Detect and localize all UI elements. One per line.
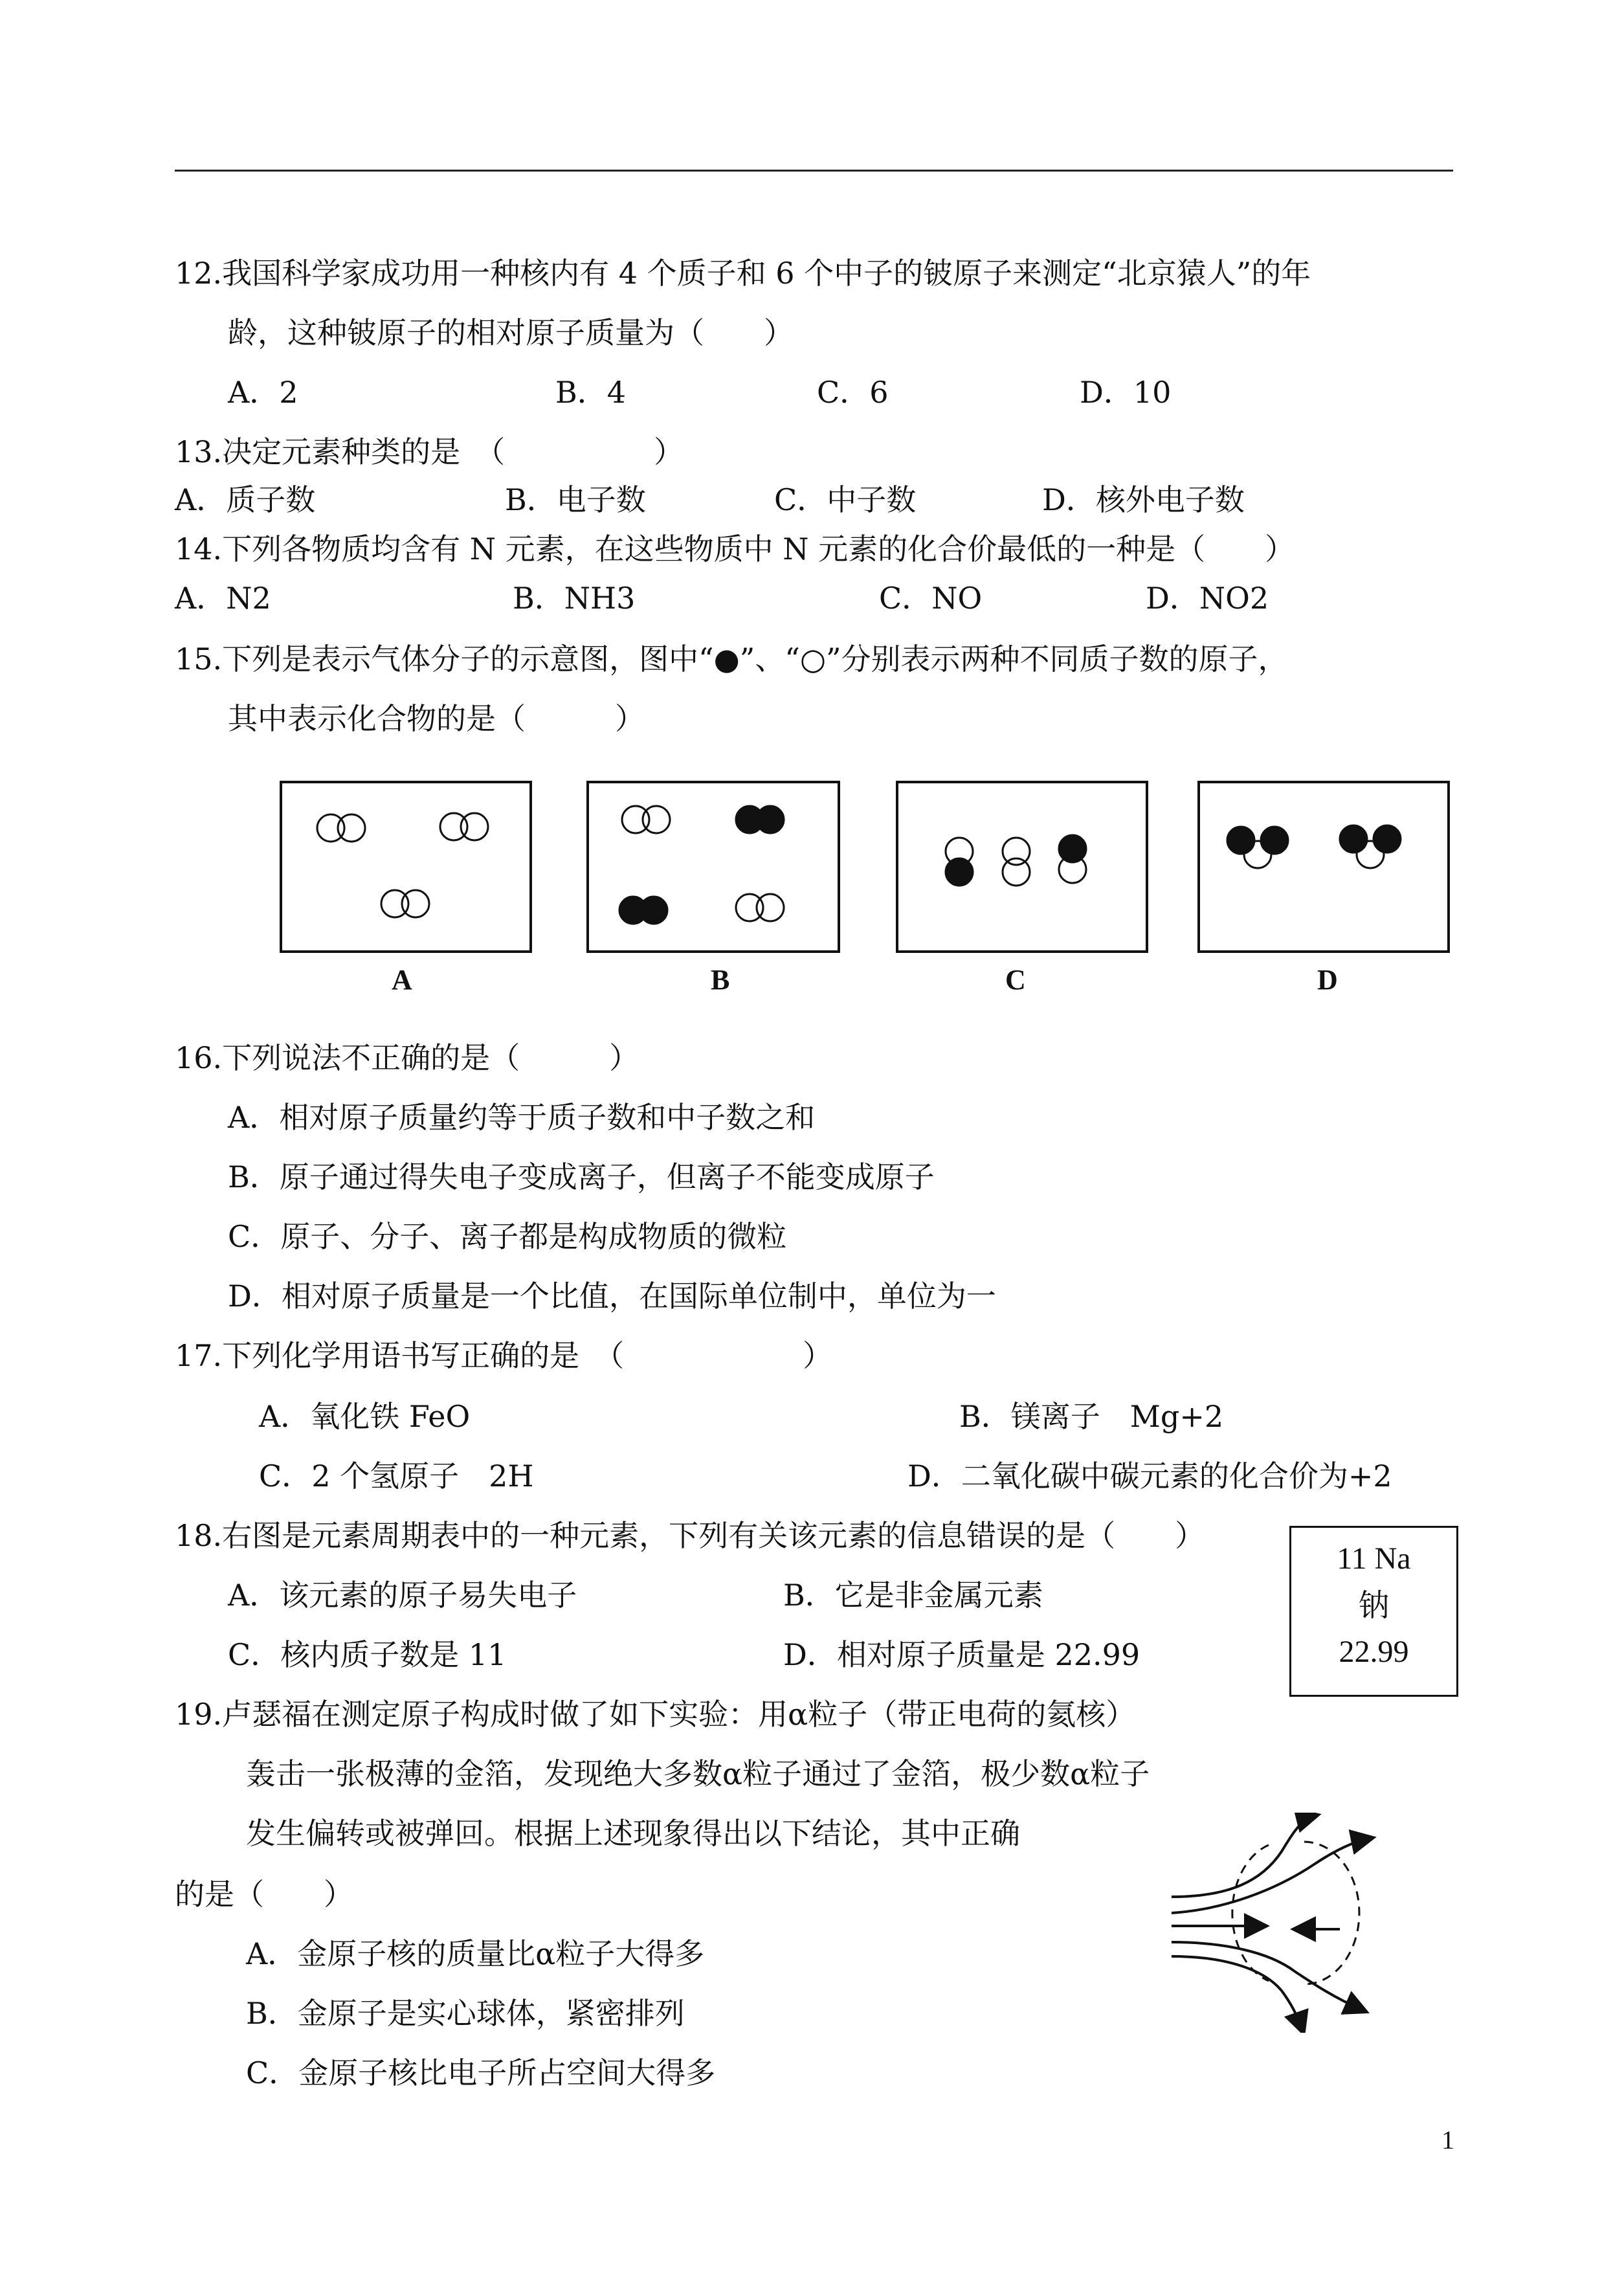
q18-stem: 18.右图是元素周期表中的一种元素，下列有关该元素的信息错误的是（ ） — [175, 1518, 1205, 1553]
page-number: 1 — [1441, 2125, 1454, 2154]
q14-option-a: A．N2 — [175, 581, 271, 616]
panel-d — [1199, 782, 1449, 952]
q12-option-a: A．2 — [228, 375, 298, 410]
q17-option-c: C．2 个氢原子 2H — [259, 1459, 534, 1493]
q17-option-b: B．镁离子 Mg+2 — [959, 1399, 1224, 1434]
q17-option-d: D．二氧化碳中碳元素的化合价为+2 — [907, 1459, 1392, 1493]
q14-option-b: B．NH3 — [513, 581, 636, 616]
q19-stem-line3: 发生偏转或被弹回。根据上述现象得出以下结论，其中正确 — [246, 1816, 1020, 1851]
q14-stem: 14.下列各物质均含有 N 元素，在这些物质中 N 元素的化合价最低的一种是（ ） — [175, 531, 1295, 566]
q18-option-d: D．相对原子质量是 22.99 — [783, 1637, 1140, 1672]
q19-stem-line2: 轰击一张极薄的金箔，发现绝大多数α粒子通过了金箔，极少数α粒子 — [246, 1756, 1150, 1791]
q14-option-c: C．NO — [879, 581, 983, 616]
q13-option-d: D．核外电子数 — [1042, 482, 1245, 517]
q12-stem-line1: 12.我国科学家成功用一种核内有 4 个质子和 6 个中子的铍原子来测定“北京猿人”的年 — [175, 256, 1311, 291]
q13-stem: 13.决定元素种类的是 （ ） — [175, 434, 684, 469]
q16-stem: 16.下列说法不正确的是（ ） — [175, 1040, 640, 1075]
q16-option-a: A．相对原子质量约等于质子数和中子数之和 — [228, 1100, 816, 1135]
panel-c-label: C — [1005, 964, 1026, 996]
q18-option-a: A．该元素的原子易失电子 — [228, 1578, 577, 1613]
panel-b — [588, 782, 839, 952]
panel-b-label: B — [711, 964, 730, 996]
q12-option-d: D．10 — [1080, 375, 1172, 410]
q16-option-c: C．原子、分子、离子都是构成物质的微粒 — [228, 1219, 787, 1254]
header-rule — [175, 170, 1453, 172]
q14-option-d: D．NO2 — [1146, 581, 1269, 616]
q12-option-c: C．6 — [817, 375, 889, 410]
molecule-diagrams — [272, 770, 1463, 1003]
element-mass: 22.99 — [1339, 1635, 1409, 1669]
q19-stem-line1: 19.卢瑟福在测定原子构成时做了如下实验：用α粒子（带正电荷的氦核） — [175, 1697, 1136, 1732]
q13-option-c: C．中子数 — [774, 482, 917, 517]
q19-option-b: B．金原子是实心球体，紧密排列 — [246, 1996, 685, 2031]
q15-stem-line2: 其中表示化合物的是（ ） — [228, 701, 645, 736]
q12-option-b: B．4 — [555, 375, 627, 410]
panel-d-label: D — [1317, 964, 1338, 996]
sodium-element-box — [1289, 1526, 1458, 1697]
panel-a-label: A — [392, 964, 412, 996]
q12-stem-line2: 龄，这种铍原子的相对原子质量为（ ） — [228, 315, 794, 350]
q13-option-b: B．电子数 — [505, 482, 646, 517]
q19-stem-line4: 的是（ ） — [175, 1877, 353, 1912]
q18-option-c: C．核内质子数是 11 — [228, 1637, 507, 1672]
q13-option-a: A．质子数 — [175, 482, 316, 517]
q15-stem-line1: 15.下列是表示气体分子的示意图，图中“●”、“○”分别表示两种不同质子数的原子， — [175, 642, 1288, 677]
panel-a — [281, 782, 531, 952]
q16-option-d: D．相对原子质量是一个比值，在国际单位制中，单位为一 — [228, 1279, 996, 1314]
q17-stem: 17.下列化学用语书写正确的是 （ ） — [175, 1338, 833, 1373]
q18-option-b: B．它是非金属元素 — [783, 1578, 1043, 1613]
q19-option-c: C．金原子核比电子所占空间大得多 — [246, 2055, 716, 2090]
element-name: 钠 — [1358, 1587, 1390, 1624]
alpha-scattering-diagram — [1159, 1813, 1418, 2033]
q19-option-a: A．金原子核的质量比α粒子大得多 — [246, 1936, 705, 1971]
q16-option-b: B．原子通过得失电子变成离子，但离子不能变成原子 — [228, 1159, 935, 1194]
element-symbol: 11 Na — [1337, 1541, 1411, 1576]
panel-c — [897, 782, 1147, 952]
q17-option-a: A．氧化铁 FeO — [259, 1399, 471, 1434]
